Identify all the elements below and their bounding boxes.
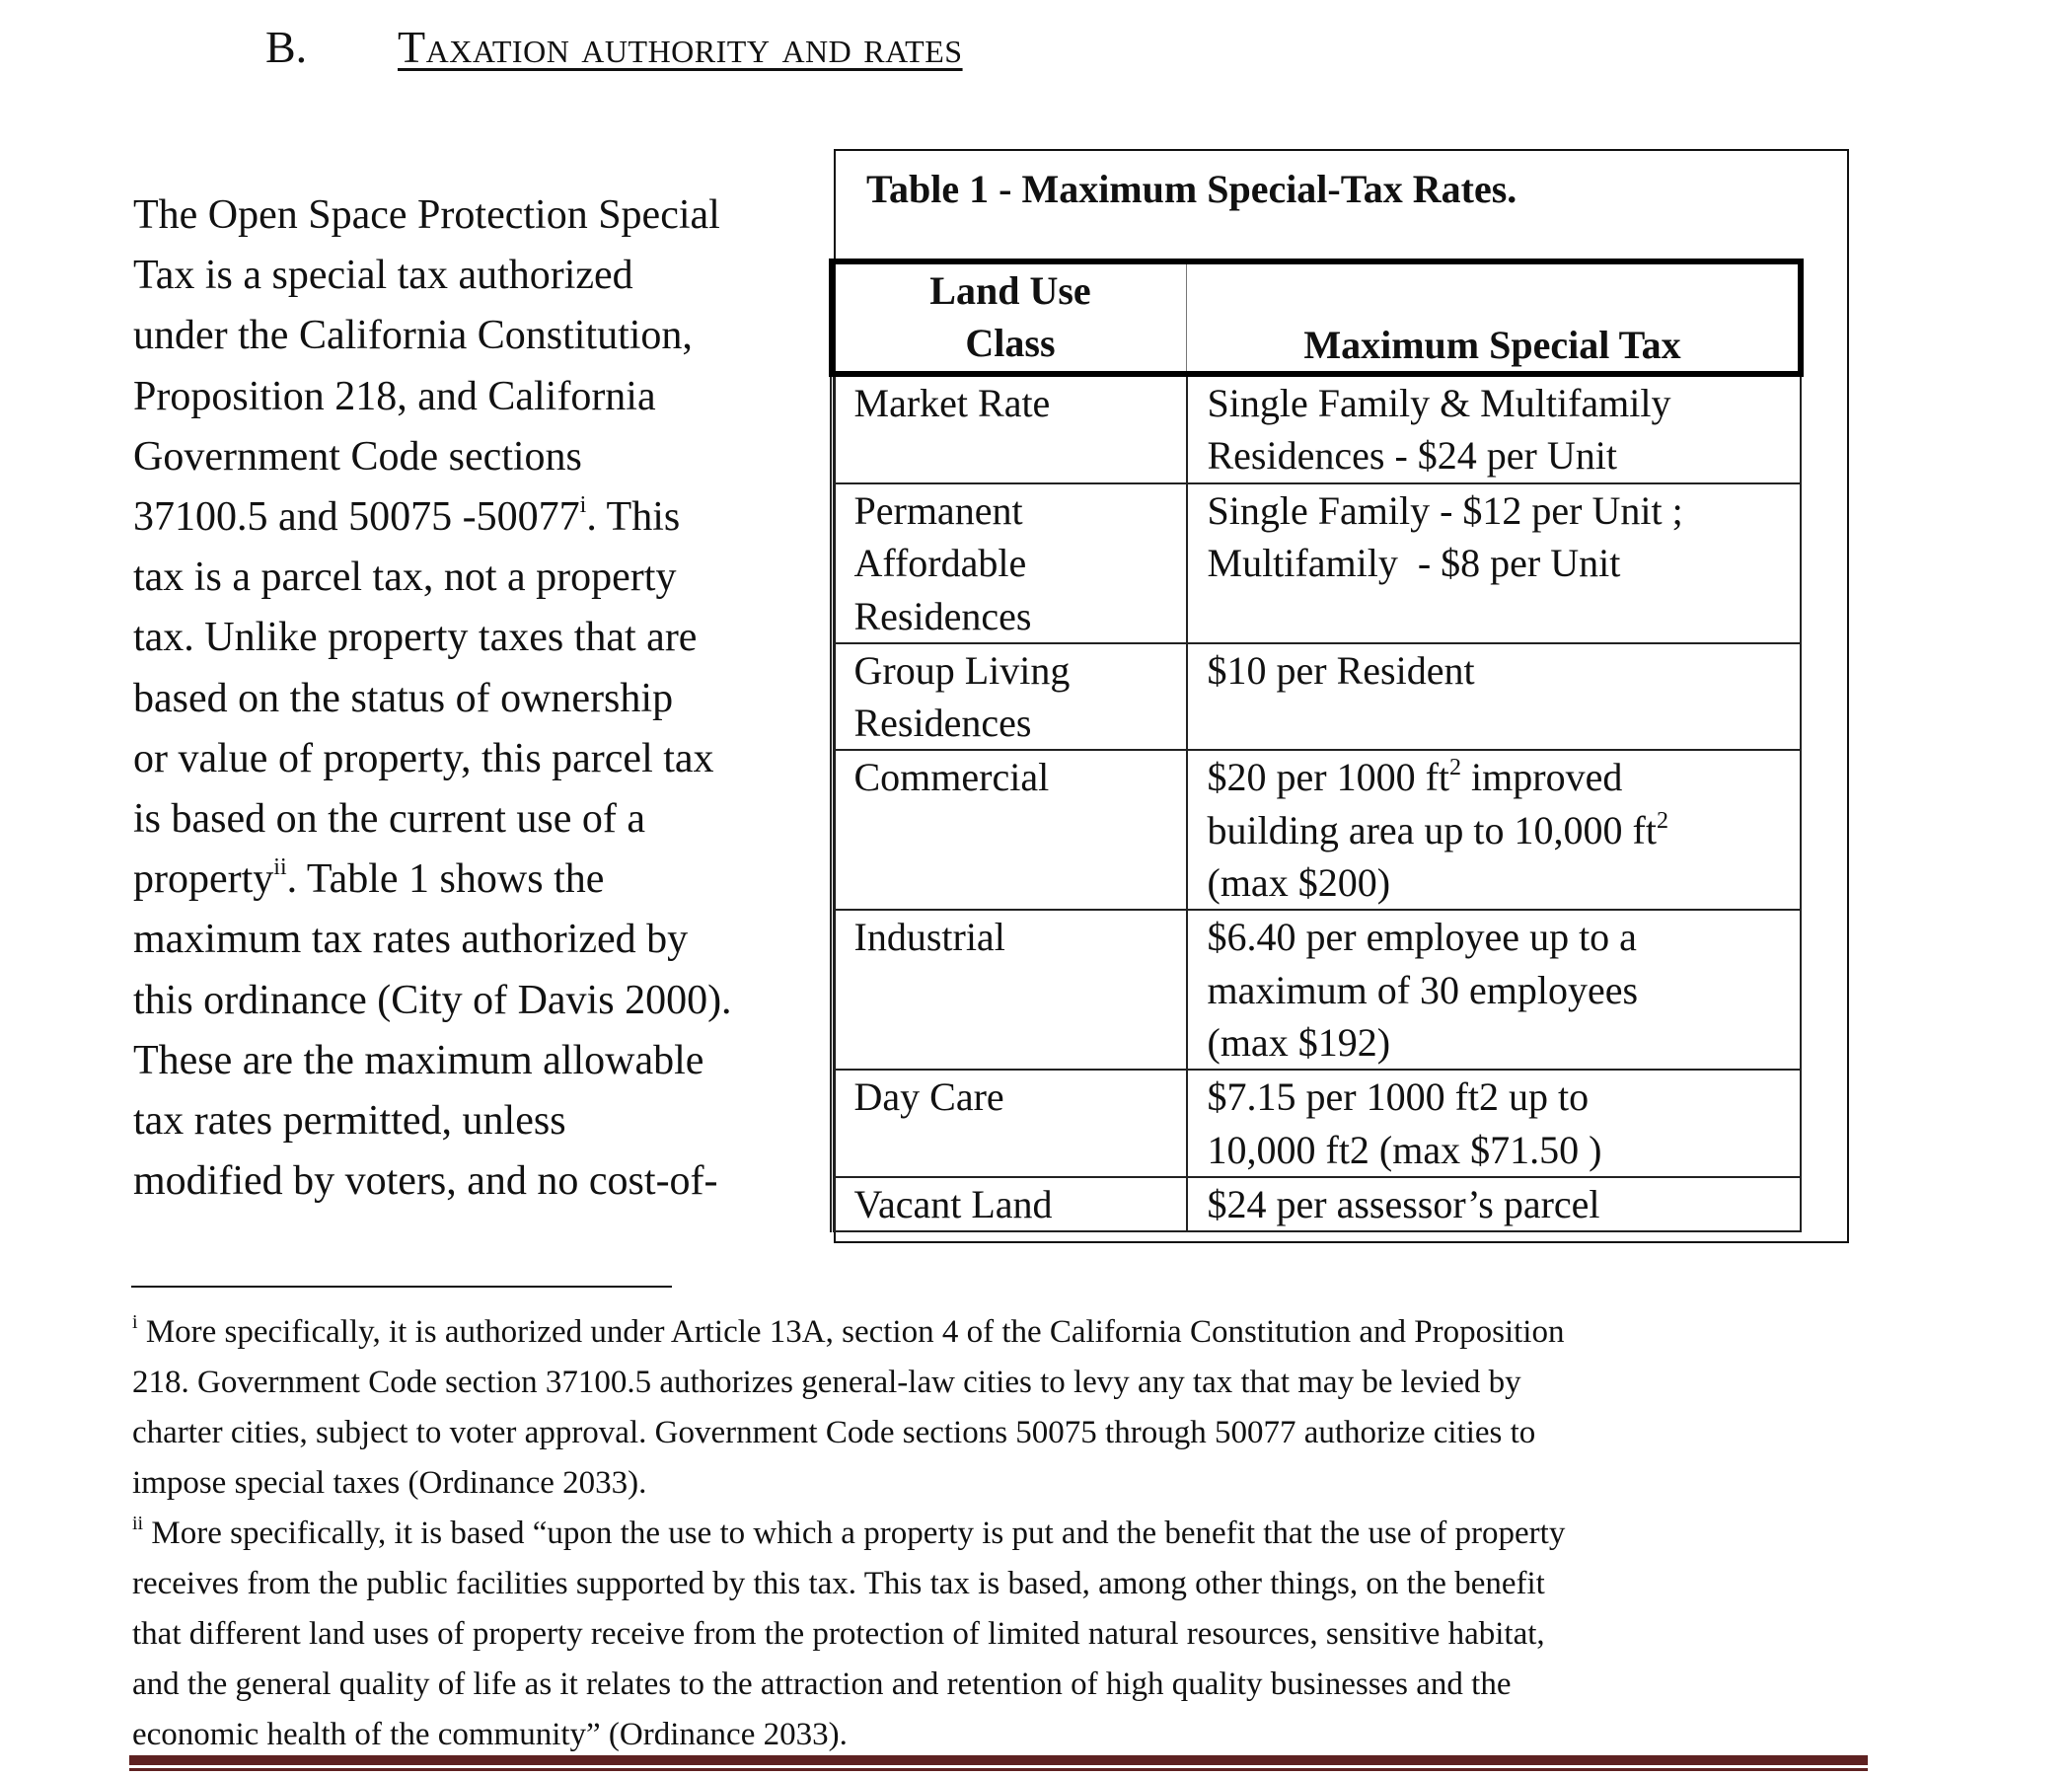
cell-text-part: $20 per 1000 ft	[1207, 755, 1450, 800]
body-text: 37100.5 and 50075 -50077	[133, 494, 580, 541]
max-special-tax-table	[829, 259, 1804, 1232]
cell-text: Multifamily - $8 per Unit	[1207, 541, 1621, 586]
header-text: Class	[965, 321, 1056, 366]
body-line: tax. Unlike property taxes that are	[133, 615, 698, 661]
body-line: modified by voters, and no cost-of-	[133, 1158, 718, 1205]
footnote-text: More specifically, it is authorized under Article 13A, section 4 of the California Constitution and Proposition	[137, 1314, 1565, 1350]
body-line: this ordinance (City of Davis 2000).	[133, 977, 732, 1023]
section-letter: B.	[265, 22, 308, 72]
table-row	[832, 1177, 1801, 1231]
cell-text: Residences	[853, 593, 1032, 638]
max-tax-cell	[1187, 750, 1802, 910]
cell-text: Day Care	[853, 1074, 1004, 1120]
superscript-squared: 2	[1656, 807, 1668, 834]
cell-text: Commercial	[853, 755, 1050, 800]
cell-text: $7.15 per 1000 ft2 up to	[1207, 1074, 1590, 1120]
body-line: Proposition 218, and California	[133, 373, 656, 419]
body-line: Tax is a special tax authorized	[133, 253, 633, 299]
max-tax-cell	[1187, 483, 1802, 643]
cell-text: Affordable	[853, 541, 1027, 586]
cell-text	[1208, 751, 1801, 803]
cell-text: 10,000 ft2 (max $71.50 )	[1207, 1127, 1602, 1172]
land-use-class-cell	[832, 1177, 1187, 1231]
cell-text: $24 per assessor’s parcel	[1207, 1181, 1600, 1226]
footnotes	[132, 1307, 1908, 1760]
table-row	[832, 374, 1801, 483]
body-line: under the California Constitution,	[133, 313, 693, 359]
cell-text-part: building area up to 10,000 ft	[1207, 807, 1657, 852]
table-row	[832, 1070, 1801, 1177]
cell-text: Vacant Land	[853, 1181, 1053, 1226]
table-row	[832, 483, 1801, 643]
cell-text: (max $200)	[1207, 860, 1391, 906]
body-line: or value of property, this parcel tax	[133, 735, 714, 781]
body-text: . Table 1 shows the	[286, 856, 605, 903]
body-line: These are the maximum allowable	[133, 1037, 704, 1083]
cell-text: (max $192)	[1207, 1019, 1391, 1065]
cell-text-part: improved	[1461, 755, 1623, 800]
body-line	[133, 850, 824, 910]
footnote-line: receives from the public facilities supported by this tax. This tax is based, among other things, on the benefit	[132, 1566, 1545, 1601]
max-tax-cell	[1187, 1177, 1802, 1231]
land-use-class-cell	[832, 483, 1187, 643]
superscript-squared: 2	[1449, 755, 1462, 781]
land-use-class-cell	[832, 1070, 1187, 1177]
table-row	[832, 750, 1801, 910]
footnote-line: impose special taxes (Ordinance 2033).	[132, 1465, 647, 1501]
table-row	[832, 643, 1801, 751]
body-line: maximum tax rates authorized by	[133, 917, 689, 963]
header-text: Maximum Special Tax	[1303, 322, 1681, 367]
body-line: based on the status of ownership	[133, 675, 674, 721]
cell-text: Market Rate	[853, 381, 1051, 425]
body-line: The Open Space Protection Special	[133, 192, 720, 238]
footnote-line: 218. Government Code section 37100.5 authorizes general-law cities to levy any tax that may be levied by	[132, 1365, 1521, 1400]
footnote-ref-i[interactable]: i	[579, 492, 587, 519]
table-header-row	[832, 261, 1801, 374]
cell-text: Industrial	[853, 915, 1005, 960]
max-tax-cell	[1187, 374, 1802, 483]
cell-text: Permanent	[853, 488, 1023, 533]
max-tax-cell	[1187, 643, 1802, 751]
header-land-use-class	[832, 261, 1187, 374]
cell-text: Single Family & Multifamily	[1207, 381, 1671, 425]
cell-text: $10 per Resident	[1207, 647, 1475, 693]
footnote-line: economic health of the community” (Ordinance 2033).	[132, 1717, 848, 1752]
section-title: Taxation authority and rates	[398, 22, 963, 72]
cell-text: maximum of 30 employees	[1207, 967, 1639, 1012]
footer-bar-thin	[129, 1768, 1868, 1771]
footnote-text: More specifically, it is based “upon the use to which a property is put and the benefit that the use of property	[143, 1516, 1566, 1551]
footnote-marker-ii: ii	[132, 1513, 144, 1534]
footnote-separator	[131, 1286, 672, 1288]
footnote-line: and the general quality of life as it relates to the attraction and retention of high quality businesses and the	[132, 1666, 1512, 1702]
land-use-class-cell	[832, 643, 1187, 751]
land-use-class-cell	[832, 750, 1187, 910]
cell-text: Single Family - $12 per Unit ;	[1207, 488, 1683, 533]
table-row	[832, 910, 1801, 1070]
footer-bar	[129, 1755, 1868, 1765]
body-line: tax rates permitted, unless	[133, 1098, 566, 1145]
cell-text: Residences	[853, 701, 1032, 746]
table-caption: Table 1 - Maximum Special-Tax Rates.	[866, 167, 1517, 211]
header-text: Land Use	[929, 268, 1091, 313]
cell-text: Residences - $24 per Unit	[1207, 433, 1617, 479]
land-use-class-cell	[832, 374, 1187, 483]
footnote-ref-ii[interactable]: ii	[273, 854, 287, 881]
body-text: . This	[586, 494, 681, 541]
footnote-line: that different land uses of property receive from the protection of limited natural resources, sensitive habitat,	[132, 1616, 1545, 1652]
cell-text: Group Living	[853, 647, 1071, 693]
footnote-line	[132, 1307, 1908, 1358]
header-max-special-tax	[1187, 261, 1802, 374]
max-tax-cell	[1187, 1070, 1802, 1177]
body-line: is based on the current use of a	[133, 796, 645, 843]
land-use-class-cell	[832, 910, 1187, 1070]
body-line: tax is a parcel tax, not a property	[133, 555, 677, 601]
body-line	[133, 487, 824, 548]
body-line: Government Code sections	[133, 433, 582, 480]
body-text: property	[133, 856, 274, 903]
cell-text: $6.40 per employee up to a	[1207, 915, 1637, 960]
cell-text	[1208, 804, 1801, 856]
max-tax-cell	[1187, 910, 1802, 1070]
footnote-line: charter cities, subject to voter approval. Government Code sections 50075 through 50077 authorize cities to	[132, 1415, 1536, 1450]
body-paragraph	[133, 185, 824, 1212]
footnote-line	[132, 1509, 1908, 1559]
footnote-marker-i: i	[132, 1311, 138, 1333]
